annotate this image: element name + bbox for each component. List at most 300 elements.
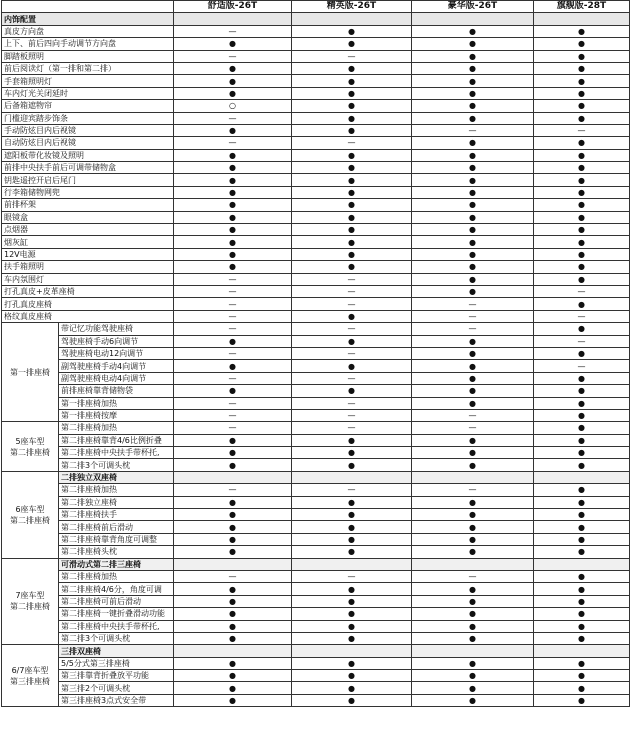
feature-value (292, 558, 412, 570)
feature-row (2, 496, 630, 508)
feature-value: ● (534, 632, 630, 644)
feature-value: ● (534, 38, 630, 50)
feature-label: 遮阳板带化妆镜及照明 (2, 149, 174, 161)
feature-value: — (292, 50, 412, 62)
feature-value (412, 558, 534, 570)
feature-label: 12V电源 (2, 248, 174, 260)
feature-value: ● (174, 124, 292, 136)
feature-row (2, 694, 630, 706)
feature-value: ● (534, 459, 630, 471)
feature-value (174, 558, 292, 570)
feature-row (2, 558, 630, 570)
feature-row (2, 484, 630, 496)
feature-value: — (174, 397, 292, 409)
feature-value: — (412, 484, 534, 496)
feature-value (174, 645, 292, 657)
feature-row (2, 75, 630, 87)
feature-value: ● (534, 149, 630, 161)
feature-label: 上下、前后四向手动调节方向盘 (2, 38, 174, 50)
feature-value: ● (412, 199, 534, 211)
feature-value: — (174, 112, 292, 124)
feature-label: 点烟器 (2, 224, 174, 236)
feature-row (2, 434, 630, 446)
group-label: 7座车型 第二排座椅 (2, 558, 59, 645)
feature-value: — (292, 397, 412, 409)
feature-value: — (174, 298, 292, 310)
feature-value: ● (174, 459, 292, 471)
feature-value: ● (292, 199, 412, 211)
feature-value: — (174, 50, 292, 62)
feature-value: ● (292, 632, 412, 644)
feature-value: ○ (174, 100, 292, 112)
feature-row (2, 347, 630, 359)
feature-row (2, 632, 630, 644)
feature-row (2, 285, 630, 297)
feature-value: ● (412, 112, 534, 124)
feature-row (2, 174, 630, 186)
feature-value: ● (174, 261, 292, 273)
feature-value (412, 645, 534, 657)
feature-value: ● (174, 211, 292, 223)
feature-value: ● (412, 261, 534, 273)
section-title: 内饰配置 (2, 13, 174, 25)
feature-value: ● (534, 224, 630, 236)
feature-value: — (292, 298, 412, 310)
feature-value: ● (174, 174, 292, 186)
feature-label: 真皮方向盘 (2, 25, 174, 37)
feature-row (2, 385, 630, 397)
feature-value: ● (412, 694, 534, 706)
feature-value: — (292, 422, 412, 434)
feature-value (534, 471, 630, 483)
feature-value: ● (534, 657, 630, 669)
feature-label: 脚踏板照明 (2, 50, 174, 62)
feature-value: ● (534, 273, 630, 285)
feature-value: ● (412, 496, 534, 508)
feature-value: ● (292, 62, 412, 74)
group-label: 第一排座椅 (2, 323, 59, 422)
feature-value: ● (412, 521, 534, 533)
feature-value: ● (174, 657, 292, 669)
feature-value: ● (412, 583, 534, 595)
feature-row (2, 50, 630, 62)
feature-row (2, 471, 630, 483)
feature-value: ● (412, 509, 534, 521)
feature-value: — (412, 422, 534, 434)
feature-value: ● (534, 595, 630, 607)
group-label: 5座车型 第二排座椅 (2, 422, 59, 472)
feature-value: ● (292, 100, 412, 112)
feature-label: 第三排2个可调头枕 (59, 682, 174, 694)
feature-row (2, 583, 630, 595)
feature-value: — (412, 298, 534, 310)
feature-value: ● (292, 236, 412, 248)
trim-column-header: 舒适版-26T (174, 1, 292, 13)
feature-row (2, 224, 630, 236)
feature-value: ● (534, 323, 630, 335)
feature-value: ● (412, 632, 534, 644)
feature-row (2, 211, 630, 223)
feature-value: ● (292, 546, 412, 558)
feature-label: 带记忆功能驾驶座椅 (59, 323, 174, 335)
feature-value: ● (412, 273, 534, 285)
feature-label: 驾驶座椅电动12向调节 (59, 347, 174, 359)
feature-value: — (292, 409, 412, 421)
feature-value: ● (534, 509, 630, 521)
feature-value: ● (174, 236, 292, 248)
feature-value: — (174, 323, 292, 335)
feature-label: 前排杯架 (2, 199, 174, 211)
feature-value: ● (174, 670, 292, 682)
feature-value: ● (292, 149, 412, 161)
feature-row (2, 248, 630, 260)
feature-row (2, 409, 630, 421)
feature-value: ● (534, 75, 630, 87)
feature-row (2, 595, 630, 607)
feature-value: ● (292, 112, 412, 124)
feature-value: ● (292, 25, 412, 37)
feature-row (2, 298, 630, 310)
feature-value: ● (292, 385, 412, 397)
feature-value: ● (174, 620, 292, 632)
feature-value: — (292, 323, 412, 335)
feature-value: ● (534, 570, 630, 582)
feature-row (2, 447, 630, 459)
feature-value: ● (534, 496, 630, 508)
feature-value: ● (412, 657, 534, 669)
feature-label: 第二排座椅中央扶手带杯托, (59, 620, 174, 632)
feature-value: ● (292, 682, 412, 694)
feature-row (2, 62, 630, 74)
trim-column-header: 豪华版-26T (412, 1, 534, 13)
feature-value: — (292, 137, 412, 149)
feature-value: ● (174, 595, 292, 607)
feature-value: ● (174, 224, 292, 236)
feature-value: — (174, 347, 292, 359)
feature-value: ● (292, 620, 412, 632)
feature-value: ● (174, 199, 292, 211)
feature-label: 第二排座椅一键折叠滑动功能 (59, 608, 174, 620)
feature-label: 5/5分式第三排座椅 (59, 657, 174, 669)
feature-label: 第三排座椅3点式安全带 (59, 694, 174, 706)
feature-value: ● (174, 447, 292, 459)
section-cell (292, 13, 412, 25)
feature-value: ● (534, 298, 630, 310)
feature-label: 烟灰缸 (2, 236, 174, 248)
feature-value: ● (292, 75, 412, 87)
feature-label: 自动防炫目内后视镜 (2, 137, 174, 149)
trim-column-header: 精英版-26T (292, 1, 412, 13)
feature-label: 前后阅读灯（第一排和第二排） (2, 62, 174, 74)
feature-value: ● (412, 87, 534, 99)
feature-value: ● (534, 248, 630, 260)
feature-label: 钥匙遥控开启后尾门 (2, 174, 174, 186)
feature-value: ● (412, 186, 534, 198)
feature-value: — (174, 372, 292, 384)
feature-value: ● (412, 285, 534, 297)
feature-row (2, 360, 630, 372)
feature-value (292, 645, 412, 657)
feature-value: ● (174, 521, 292, 533)
feature-value: ● (534, 174, 630, 186)
feature-value: — (534, 285, 630, 297)
feature-value: ● (412, 546, 534, 558)
feature-value: ● (174, 533, 292, 545)
feature-row (2, 459, 630, 471)
feature-value: ● (292, 434, 412, 446)
feature-value: — (292, 273, 412, 285)
feature-value: ● (534, 583, 630, 595)
feature-row (2, 310, 630, 322)
feature-value: ● (534, 261, 630, 273)
group-label: 6座车型 第二排座椅 (2, 471, 59, 558)
feature-value: — (174, 409, 292, 421)
feature-value: ● (174, 248, 292, 260)
feature-value: — (174, 25, 292, 37)
feature-value: ● (292, 124, 412, 136)
group-label: 6/7座车型 第三排座椅 (2, 645, 59, 707)
feature-value: — (174, 310, 292, 322)
feature-value: — (292, 570, 412, 582)
spec-table (1, 0, 630, 707)
sub-heading: 三排双座椅 (59, 645, 174, 657)
feature-value: ● (174, 583, 292, 595)
feature-value: ● (292, 694, 412, 706)
feature-label: 前排座椅靠背储物袋 (59, 385, 174, 397)
feature-value: ● (534, 422, 630, 434)
feature-value: ● (292, 533, 412, 545)
feature-value: ● (174, 632, 292, 644)
feature-label: 第二排座椅扶手 (59, 509, 174, 521)
feature-value: ● (412, 62, 534, 74)
feature-value: ● (174, 186, 292, 198)
feature-label: 第二排3个可调头枕 (59, 459, 174, 471)
feature-value: ● (412, 347, 534, 359)
feature-value: — (412, 323, 534, 335)
feature-value: ● (412, 100, 534, 112)
feature-value: ● (534, 521, 630, 533)
feature-value: ● (412, 608, 534, 620)
feature-value: ● (534, 409, 630, 421)
feature-value: ● (412, 25, 534, 37)
feature-value: — (412, 310, 534, 322)
feature-value: — (412, 124, 534, 136)
feature-value: — (292, 484, 412, 496)
feature-row (2, 645, 630, 657)
feature-row (2, 87, 630, 99)
feature-value: ● (292, 38, 412, 50)
feature-value: ● (174, 75, 292, 87)
feature-value: ● (412, 149, 534, 161)
feature-label: 门槛迎宾踏步饰条 (2, 112, 174, 124)
feature-label: 后备箱遮物帘 (2, 100, 174, 112)
feature-label: 车内灯光关闭延时 (2, 87, 174, 99)
feature-value: ● (534, 186, 630, 198)
feature-row (2, 670, 630, 682)
feature-value: ● (412, 360, 534, 372)
feature-value: ● (412, 447, 534, 459)
feature-value: — (534, 335, 630, 347)
feature-label: 第二排座椅前后滑动 (59, 521, 174, 533)
feature-value: ● (534, 347, 630, 359)
feature-row (2, 100, 630, 112)
feature-value: ● (534, 434, 630, 446)
feature-value (412, 471, 534, 483)
feature-row (2, 682, 630, 694)
feature-value: ● (292, 174, 412, 186)
feature-value: — (412, 570, 534, 582)
feature-label: 第二排座椅可前后滑动 (59, 595, 174, 607)
feature-value: ● (292, 447, 412, 459)
feature-value: ● (534, 211, 630, 223)
feature-value: ● (292, 521, 412, 533)
feature-value: ● (292, 670, 412, 682)
feature-label: 第二排独立座椅 (59, 496, 174, 508)
feature-value: ● (412, 174, 534, 186)
feature-value (534, 558, 630, 570)
feature-value: ● (292, 335, 412, 347)
feature-value: ● (174, 162, 292, 174)
feature-label: 打孔真皮+皮革座椅 (2, 285, 174, 297)
feature-row (2, 546, 630, 558)
feature-row (2, 162, 630, 174)
feature-value: ● (174, 434, 292, 446)
trim-column-header: 旗舰版-28T (534, 1, 630, 13)
feature-value: — (292, 285, 412, 297)
feature-value: ● (174, 608, 292, 620)
feature-value: ● (534, 372, 630, 384)
feature-value: ● (534, 25, 630, 37)
feature-value: ● (292, 162, 412, 174)
feature-value: ● (412, 137, 534, 149)
feature-row (2, 149, 630, 161)
feature-value: ● (412, 533, 534, 545)
feature-value: ● (412, 224, 534, 236)
feature-value: ● (174, 360, 292, 372)
header-blank (2, 1, 174, 13)
feature-value: ● (534, 546, 630, 558)
feature-value: — (174, 285, 292, 297)
feature-value: ● (534, 162, 630, 174)
feature-label: 第二排座椅加热 (59, 484, 174, 496)
feature-row (2, 124, 630, 136)
spec-table-body (2, 1, 630, 707)
feature-label: 格纹真皮座椅 (2, 310, 174, 322)
feature-label: 第二排座椅靠背4/6比例折叠 (59, 434, 174, 446)
feature-value: ● (174, 682, 292, 694)
header-row (2, 1, 630, 13)
feature-row (2, 137, 630, 149)
feature-value: ● (534, 447, 630, 459)
feature-row (2, 657, 630, 669)
feature-label: 第二排3个可调头枕 (59, 632, 174, 644)
feature-value: ● (534, 397, 630, 409)
feature-value: ● (292, 248, 412, 260)
feature-value: ● (174, 496, 292, 508)
feature-label: 驾驶座椅手动6向调节 (59, 335, 174, 347)
feature-value: ● (292, 310, 412, 322)
feature-value: ● (534, 670, 630, 682)
sub-heading: 二排独立双座椅 (59, 471, 174, 483)
feature-value: ● (292, 583, 412, 595)
feature-value: ● (412, 397, 534, 409)
feature-value: — (412, 409, 534, 421)
feature-value: — (292, 347, 412, 359)
feature-value: ● (412, 335, 534, 347)
feature-value: ● (174, 335, 292, 347)
feature-value: ● (292, 608, 412, 620)
feature-label: 第一排座椅按摩 (59, 409, 174, 421)
feature-value: ● (412, 38, 534, 50)
feature-value: ● (174, 694, 292, 706)
feature-value: ● (412, 620, 534, 632)
feature-row (2, 323, 630, 335)
feature-value: ● (412, 372, 534, 384)
feature-label: 行李箱储物网兜 (2, 186, 174, 198)
feature-row (2, 112, 630, 124)
feature-value: — (534, 360, 630, 372)
feature-value: ● (534, 608, 630, 620)
feature-value: ● (292, 87, 412, 99)
section-cell (174, 13, 292, 25)
feature-value: ● (412, 162, 534, 174)
feature-value: ● (174, 509, 292, 521)
feature-value: ● (534, 137, 630, 149)
feature-label: 副驾驶座椅电动4向调节 (59, 372, 174, 384)
feature-value: ● (292, 261, 412, 273)
feature-value: ● (534, 50, 630, 62)
feature-value: — (174, 422, 292, 434)
feature-label: 第二排座椅头枕 (59, 546, 174, 558)
feature-label: 扶手箱照明 (2, 261, 174, 273)
feature-value: ● (292, 509, 412, 521)
feature-value: ● (292, 657, 412, 669)
feature-value: ● (534, 620, 630, 632)
feature-value: ● (412, 75, 534, 87)
section-cell (534, 13, 630, 25)
feature-row (2, 199, 630, 211)
feature-value: ● (534, 484, 630, 496)
feature-label: 第二排座椅中央扶手带杯托, (59, 447, 174, 459)
feature-row (2, 521, 630, 533)
feature-value: ● (412, 682, 534, 694)
feature-label: 第二排座椅加热 (59, 422, 174, 434)
feature-value: — (174, 484, 292, 496)
feature-value: ● (292, 360, 412, 372)
feature-row (2, 372, 630, 384)
feature-row (2, 397, 630, 409)
feature-value: ● (534, 199, 630, 211)
feature-value: — (534, 310, 630, 322)
feature-label: 第三排靠背折叠放平功能 (59, 670, 174, 682)
feature-value: ● (292, 459, 412, 471)
feature-value: ● (412, 595, 534, 607)
feature-value: ● (534, 62, 630, 74)
feature-value: ● (412, 385, 534, 397)
feature-value: ● (534, 87, 630, 99)
feature-value: ● (534, 236, 630, 248)
feature-value: ● (174, 62, 292, 74)
section-cell (412, 13, 534, 25)
feature-row (2, 509, 630, 521)
feature-value: ● (534, 682, 630, 694)
feature-label: 第二排座椅靠背角度可调整 (59, 533, 174, 545)
feature-value: ● (534, 100, 630, 112)
feature-value: — (174, 570, 292, 582)
feature-value: ● (292, 496, 412, 508)
feature-value: ● (534, 694, 630, 706)
feature-value: ● (534, 112, 630, 124)
